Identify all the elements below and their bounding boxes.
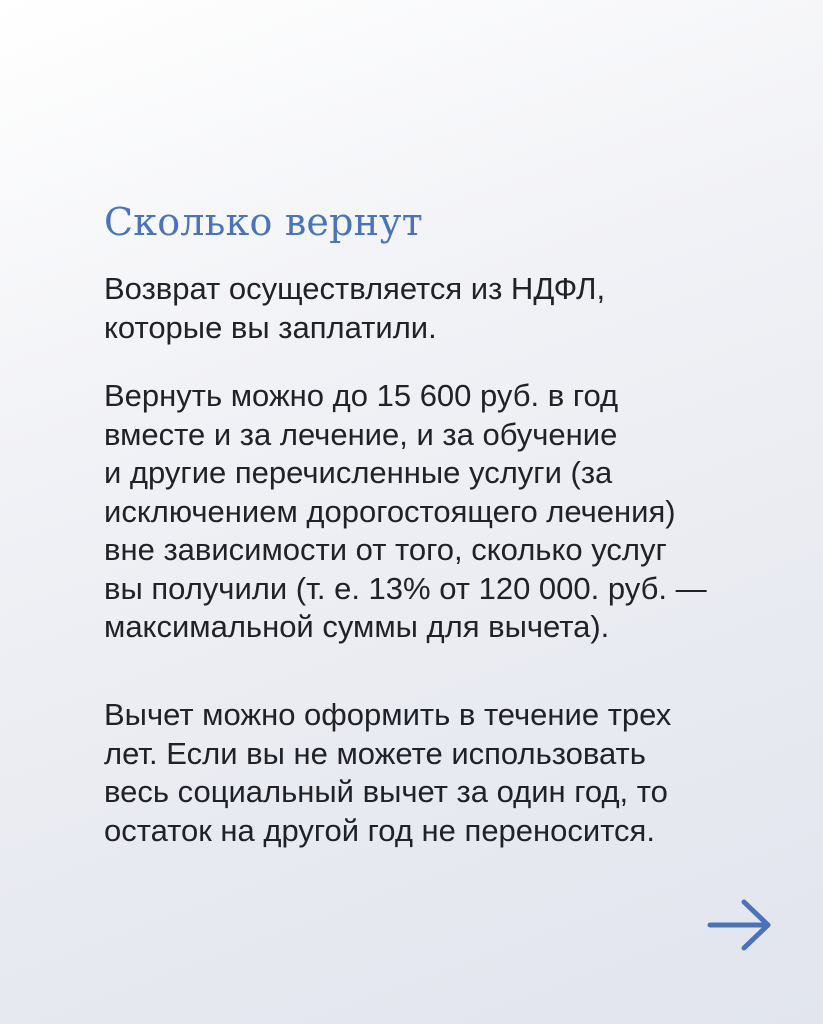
paragraph-deduction-period: [104, 696, 794, 850]
text-line: вы получили (т. е. 13% от 120 000. руб. —: [104, 570, 707, 606]
text-line: остаток на другой год не переносится.: [104, 812, 655, 848]
text-line: Вернуть можно до 15 600 руб. в год: [104, 378, 619, 413]
arrow-right-icon[interactable]: [704, 896, 774, 954]
text-line: которые вы заплатили.: [104, 309, 437, 345]
text-line: лет. Если вы не можете использовать: [104, 735, 646, 771]
text-line: Возврат осуществляется из НДФЛ,: [104, 271, 606, 306]
paragraph-refund-source: [104, 270, 794, 347]
text-line: Вычет можно оформить в течение трех: [104, 697, 672, 732]
text-line: и другие перечисленные услуги (за: [104, 455, 613, 490]
paragraph-refund-amount: [104, 377, 794, 647]
text-line: весь социальный вычет за один год, то: [104, 774, 668, 809]
text-line: вне зависимости от того, сколько услуг: [104, 532, 667, 567]
text-line: максимальной суммы для вычета).: [104, 609, 610, 644]
text-line: исключением дорогостоящего лечения): [104, 493, 676, 529]
text-line: вместе и за лечение, и за обучение: [104, 416, 618, 452]
slide-title: Сколько вернут: [104, 200, 423, 244]
